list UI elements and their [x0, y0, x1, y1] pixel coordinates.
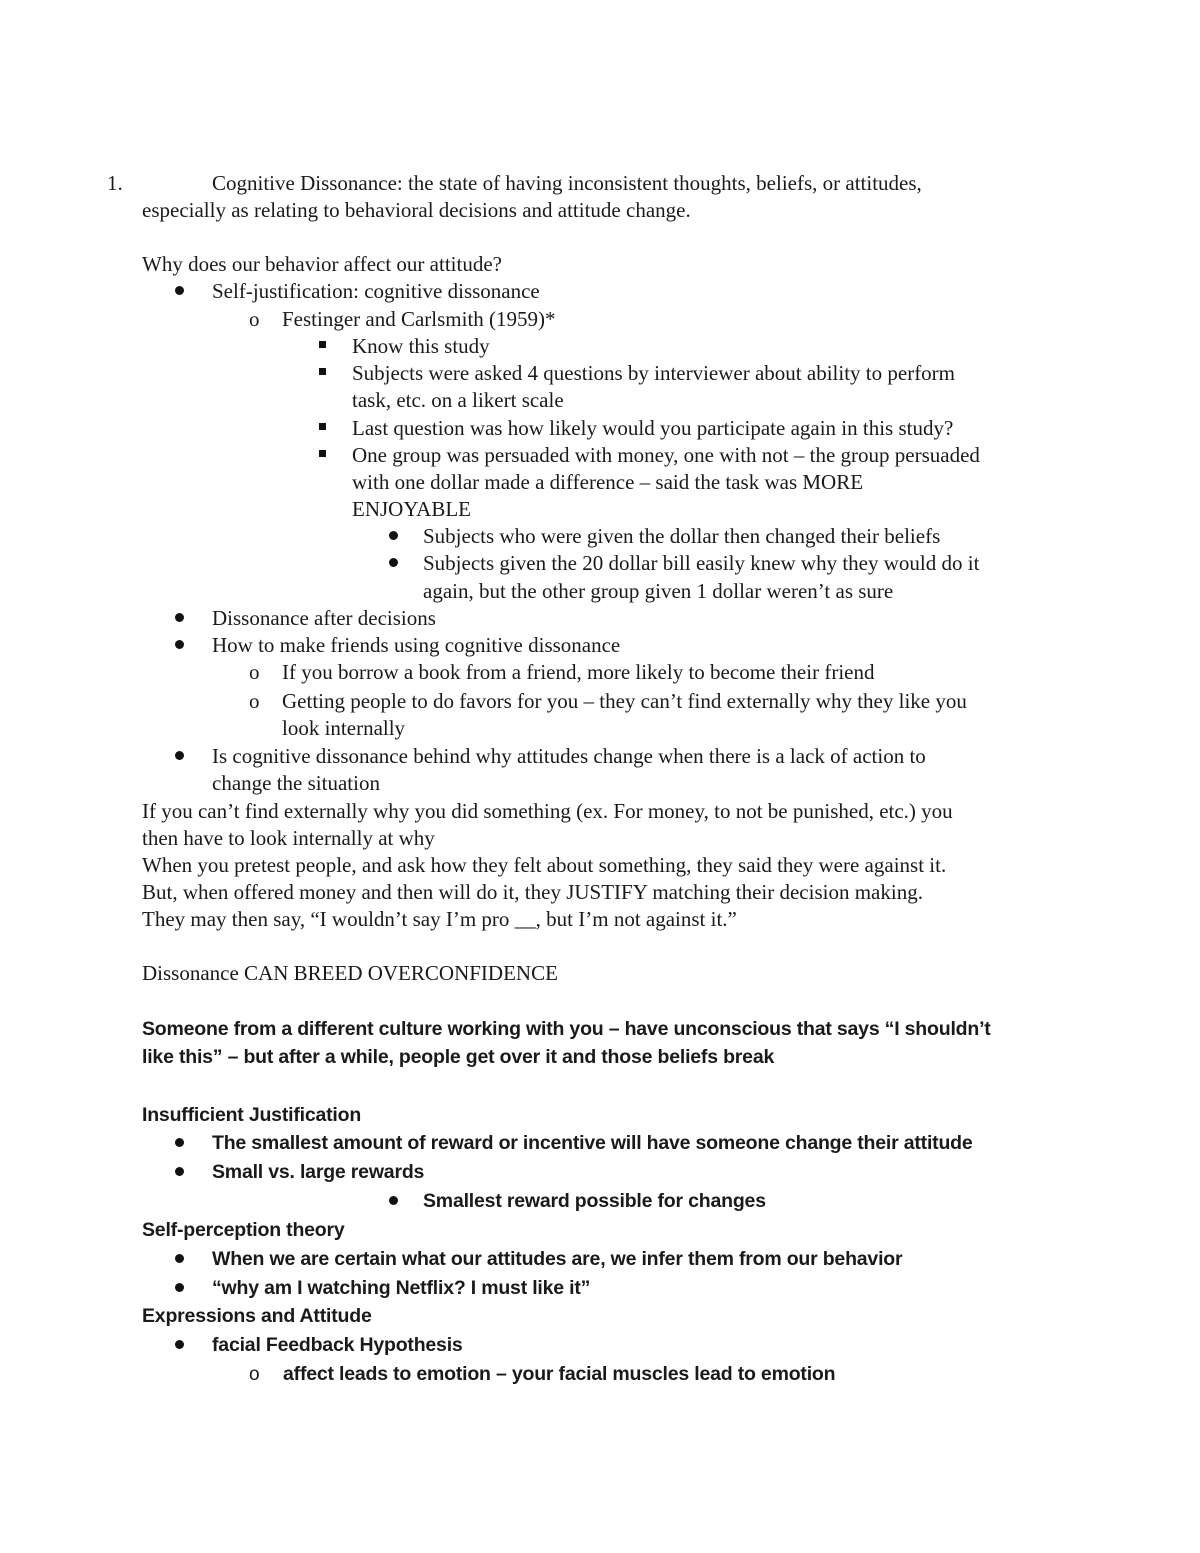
- ij-smallest-reward: Smallest reward possible for changes: [423, 1190, 766, 1212]
- para-pretest-l1: When you pretest people, and ask how they felt about something, they said they were against it.: [142, 853, 947, 877]
- bullet-lack-of-action-l2: change the situation: [212, 771, 380, 795]
- heading-expressions: Expressions and Attitude: [142, 1305, 372, 1327]
- sp-netflix: “why am I watching Netflix? I must like it”: [212, 1277, 591, 1299]
- sq-one-group-l3: ENJOYABLE: [352, 497, 471, 521]
- para-pretest-l2: But, when offered money and then will do it, they JUSTIFY matching their decision making.: [142, 880, 923, 904]
- bullet-icon: [175, 605, 184, 632]
- circle-bullet-icon: o: [249, 1364, 260, 1385]
- bullet-dissonance-after-decisions: Dissonance after decisions: [212, 606, 436, 630]
- sub-favors-l1: Getting people to do favors for you – they can’t find externally why they like you: [282, 689, 967, 713]
- heading-insufficient-justification: Insufficient Justification: [142, 1104, 362, 1126]
- bullet-icon: [175, 632, 184, 659]
- bold-culture-l2: like this” – but after a while, people get over it and those beliefs break: [142, 1046, 775, 1068]
- para-externally-l2: then have to look internally at why: [142, 826, 435, 850]
- dot-20-dollar-l2: again, but the other group given 1 dollar weren’t as sure: [423, 579, 894, 603]
- question-line: Why does our behavior affect our attitude?: [142, 252, 502, 276]
- bullet-icon: [389, 523, 398, 550]
- heading-line-2: especially as relating to behavioral decisions and attitude change.: [142, 198, 691, 222]
- para-overconfidence: Dissonance CAN BREED OVERCONFIDENCE: [142, 961, 558, 985]
- bullet-icon: [175, 743, 184, 770]
- ex-affect-emotion: affect leads to emotion – your facial muscles lead to emotion: [283, 1363, 836, 1385]
- square-bullet-icon: [319, 415, 326, 442]
- ij-small-vs-large: Small vs. large rewards: [212, 1161, 425, 1183]
- bold-culture-l1: Someone from a different culture working with you – have unconscious that says “I shouldn’t: [142, 1018, 991, 1040]
- square-bullet-icon: [319, 442, 326, 469]
- bullet-make-friends: How to make friends using cognitive dissonance: [212, 633, 621, 657]
- square-bullet-icon: [319, 360, 326, 387]
- bullet-icon: [389, 550, 398, 577]
- para-externally-l1: If you can’t find externally why you did something (ex. For money, to not be punished, etc.) you: [142, 799, 953, 823]
- circle-bullet-icon: o: [249, 307, 260, 331]
- dot-20-dollar-l1: Subjects given the 20 dollar bill easily knew why they would do it: [423, 551, 980, 575]
- ex-facial-feedback: facial Feedback Hypothesis: [212, 1334, 463, 1356]
- sq-one-group-l1: One group was persuaded with money, one with not – the group persuaded: [352, 443, 980, 467]
- heading-line-1: Cognitive Dissonance: the state of having inconsistent thoughts, beliefs, or attitudes,: [212, 171, 922, 195]
- sq-one-group-l2: with one dollar made a difference – said the task was MORE: [352, 470, 864, 494]
- bullet-lack-of-action-l1: Is cognitive dissonance behind why attitudes change when there is a lack of action to: [212, 744, 926, 768]
- sq-subjects-asked-l2: task, etc. on a likert scale: [352, 388, 564, 412]
- bullet-icon: [175, 1130, 184, 1157]
- bullet-icon: [175, 1332, 184, 1359]
- para-pretest-l3: They may then say, “I wouldn’t say I’m pro __, but I’m not against it.”: [142, 907, 737, 931]
- dot-given-dollar: Subjects who were given the dollar then changed their beliefs: [423, 524, 941, 548]
- bullet-icon: [175, 1275, 184, 1302]
- square-bullet-icon: [319, 333, 326, 360]
- sub-favors-l2: look internally: [282, 716, 406, 740]
- list-number: 1.: [107, 171, 123, 195]
- sp-certain-attitudes: When we are certain what our attitudes are, we infer them from our behavior: [212, 1248, 903, 1270]
- bullet-icon: [175, 1246, 184, 1273]
- sq-subjects-asked-l1: Subjects were asked 4 questions by interviewer about ability to perform: [352, 361, 956, 385]
- ij-smallest-amount: The smallest amount of reward or incentive will have someone change their attitude: [212, 1132, 973, 1154]
- sub-festinger: Festinger and Carlsmith (1959)*: [282, 307, 556, 331]
- heading-self-perception: Self-perception theory: [142, 1219, 345, 1241]
- circle-bullet-icon: o: [249, 660, 260, 684]
- sq-know-study: Know this study: [352, 334, 490, 358]
- sq-last-question: Last question was how likely would you participate again in this study?: [352, 416, 954, 440]
- sub-borrow-book: If you borrow a book from a friend, more likely to become their friend: [282, 660, 875, 684]
- bullet-icon: [175, 278, 184, 305]
- bullet-icon: [389, 1188, 398, 1215]
- bullet-icon: [175, 1159, 184, 1186]
- circle-bullet-icon: o: [249, 689, 260, 713]
- bullet-self-justification: Self-justification: cognitive dissonance: [212, 279, 540, 303]
